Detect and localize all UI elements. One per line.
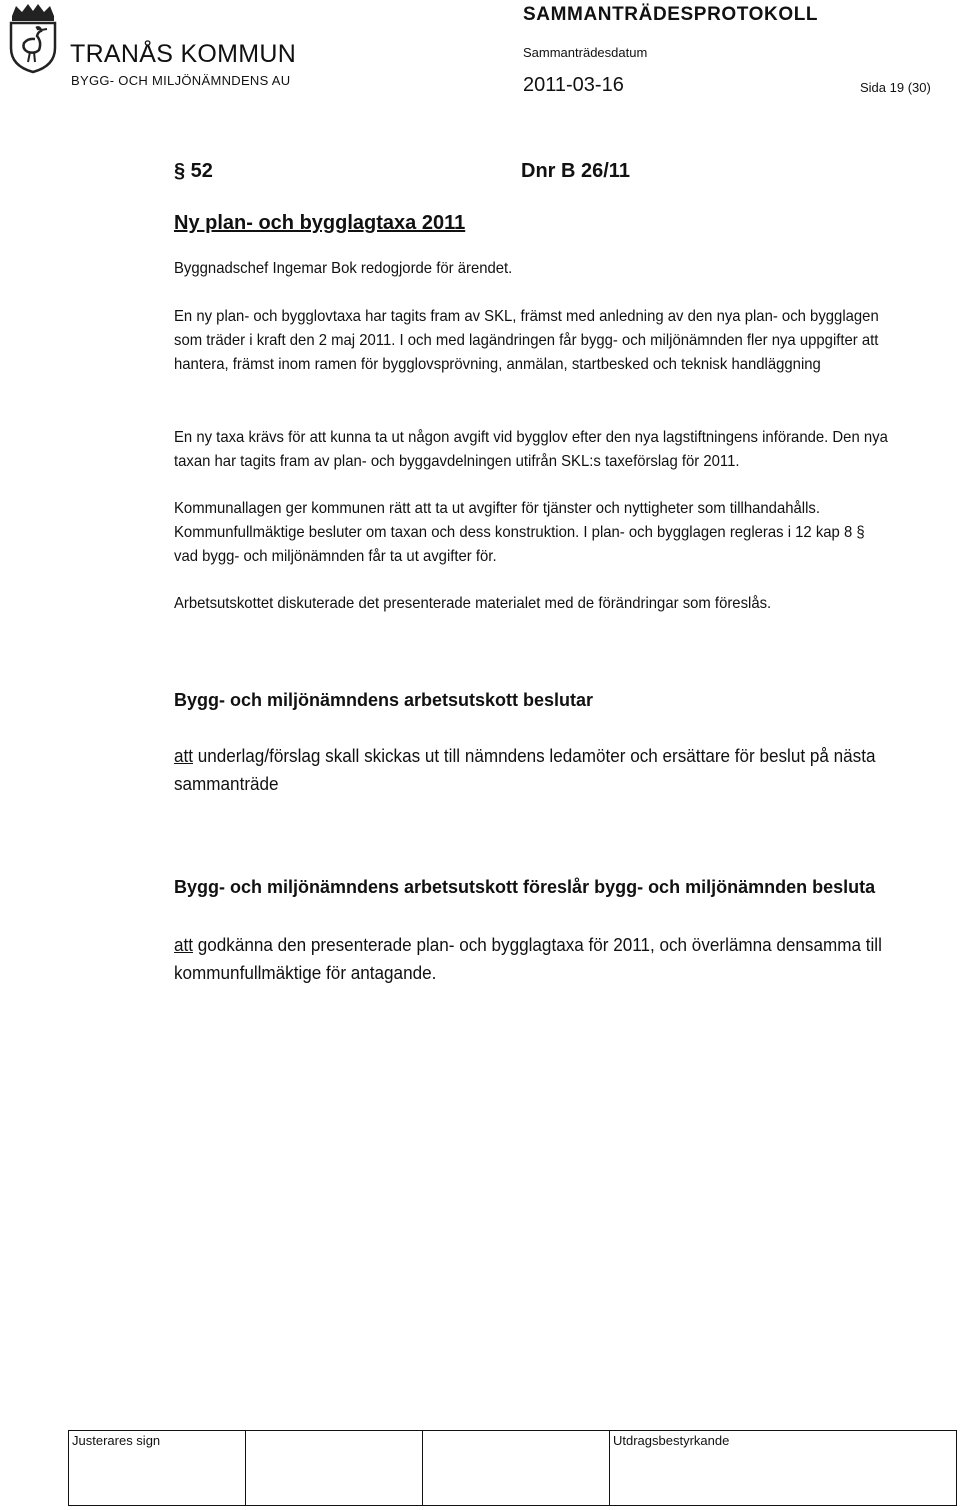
paragraph: Kommunallagen ger kommunen rätt att ta ut avgifter för tjänster och nyttigheter som tillhandahålls. Kommunfullmäktige besluter om taxan och dess konstruktion. I plan- och bygglagen regleras i 12 kap 8 § vad bygg- och miljönämnden får ta ut avgifter för. (174, 500, 865, 565)
proposal-body: godkänna den presenterade plan- och bygglagtaxa för 2011, och överlämna densamma till kommunfullmäktige för antagande. (174, 935, 882, 983)
org-subtitle: BYGG- OCH MILJÖNÄMNDENS AU (71, 73, 291, 88)
decision-body: underlag/förslag skall skickas ut till nämndens ledamöter och ersättare för beslut på nästa sammanträde (174, 746, 876, 794)
proposal-heading: Bygg- och miljönämndens arbetsutskott föreslår bygg- och miljönämnden besluta (174, 877, 876, 897)
page-number: Sida 19 (30) (860, 80, 931, 95)
att-keyword: att (174, 746, 194, 766)
org-name: TRANÅS KOMMUN (70, 40, 297, 68)
paragraph: Byggnadschef Ingemar Bok redogjorde för ärendet. (174, 260, 513, 277)
signature-table (68, 1430, 957, 1506)
proposal-text (174, 931, 925, 987)
justerares-sign-label: Justerares sign (72, 1433, 161, 1448)
decision-text (174, 742, 925, 798)
paragraph: En ny plan- och bygglovtaxa har tagits fram av SKL, främst med anledning av den nya plan- och bygglagen som träder i kraft den 2 maj 2011. I och med lagändringen får bygg- och miljönämnden fler nya uppgifter att hantera, främst inom ramen för bygglovsprövning, anmälan, startbesked och teknisk handläggning (174, 308, 879, 373)
signature-cell (423, 1431, 610, 1506)
utdragsbestyrkande-cell (610, 1431, 957, 1506)
section-title: Ny plan- och bygglagtaxa 2011 (174, 212, 466, 234)
paragraph: Arbetsutskottet diskuterade det presenterade materialet med de förändringar som föreslås. (174, 595, 772, 612)
document-type: SAMMANTRÄDESPROTOKOLL (523, 4, 819, 25)
coat-of-arms-logo (2, 2, 64, 74)
meeting-date: 2011-03-16 (523, 74, 624, 96)
utdragsbestyrkande-label: Utdragsbestyrkande (613, 1433, 730, 1448)
section-number: § 52 (174, 160, 213, 182)
att-keyword: att (174, 935, 194, 955)
diary-number: Dnr B 26/11 (521, 160, 630, 182)
paragraph: En ny taxa krävs för att kunna ta ut någon avgift vid bygglov efter den nya lagstiftningens införande. Den nya taxan har tagits fram av plan- och byggavdelningen utifrån SKL:s taxeförslag för 2011. (174, 429, 888, 470)
date-label: Sammanträdesdatum (523, 45, 648, 60)
signature-cell (246, 1431, 423, 1506)
justerares-sign-cell (69, 1431, 246, 1506)
decision-heading: Bygg- och miljönämndens arbetsutskott beslutar (174, 690, 594, 710)
